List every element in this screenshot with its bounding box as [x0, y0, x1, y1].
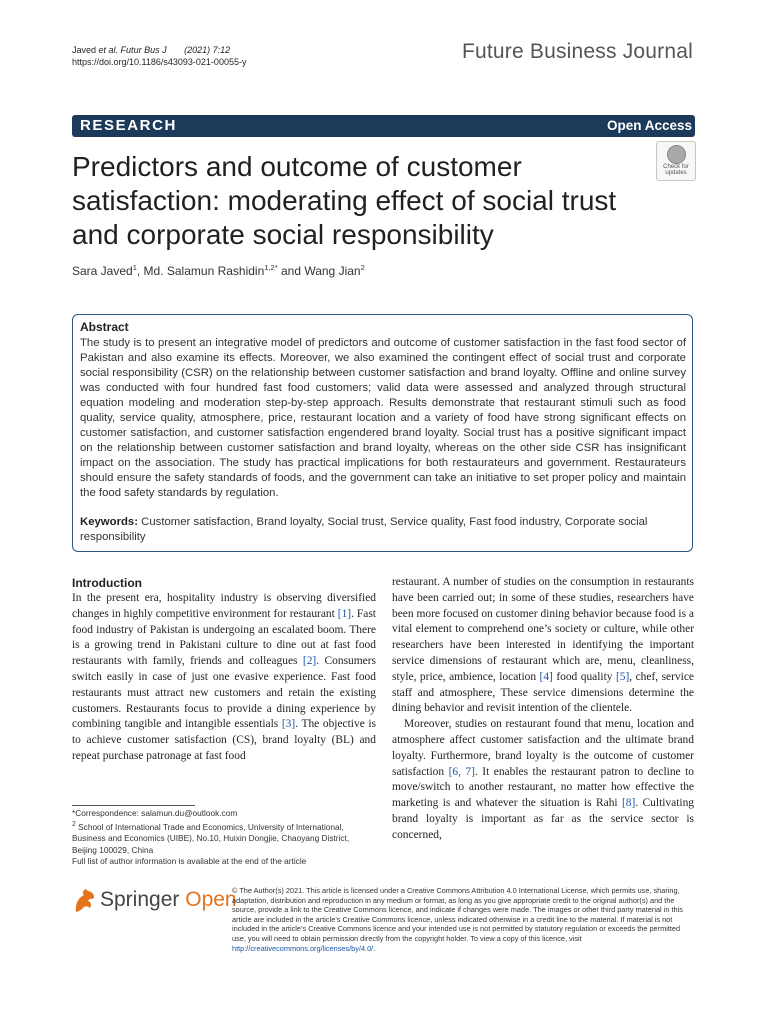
citation-author: Javed	[72, 45, 97, 55]
reference-link[interactable]: [3]	[281, 718, 296, 731]
keywords-list: Customer satisfaction, Brand loyalty, Social trust, Service quality, Fast food industry, Corporate social responsibility	[80, 516, 648, 543]
doi-link[interactable]: https://doi.org/10.1186/s43093-021-00055-y	[72, 57, 247, 67]
citation-year: (2021) 7:12	[184, 45, 231, 55]
publisher-logo	[100, 888, 237, 912]
body-paragraph: In the present era, hospitality industry is observing diversified changes in highly competitive environment for restaurant [1]. Fast food industry of Pakistan is undergoing an escalated boom. There is a growing trend in Pakistani culture to dine out at fast food restaurants with family, friends and colleagues [2]. Consumers switch easily in case of just one evasive experience. Fast food restaurants must attract new customers and retain the existing customers. Restaurants focus to provide a dining experience by combining tangible and intangible essentials [3]. The objective is to achieve customer satisfaction (CS), brand loyalty (BL) and repeat purchase patronage at fast food	[72, 592, 377, 762]
abstract-text: The study is to present an integrative model of predictors and outcome of customer satisfaction in the fast food sector of Pakistan and also examine its effects. Moreover, we also examined the contingent effect of social trust and corporate social responsibility (CSR) on the relationship between customer satisfaction and brand loyalty. Offline and online survey was conducted with four hundred fast food customers; valid data were assessed and analyzed through structural equation modeling and moderation step-by-step approach. Results demonstrate that restaurant stimuli such as food quality, service quality, atmosphere, price, restaurant location and a variety of food have strong significant effects on customer satisfaction, and customer satisfaction engendered brand loyalty. Social trust has a positive significant impact on the relationship between customer satisfaction and brand loyalty, whereas on the other side CSR has insignificant impact on the association. The study has practical implications for both restaurateurs and government. Restaurateurs should ensure the safety standards of foods, and the government can take an initiative to set proper policy and maintain the food safety standards by regulation.	[80, 337, 686, 499]
abstract-heading: Abstract	[80, 320, 129, 334]
publisher-name-springer: Springer	[100, 888, 180, 911]
check-badge-line1: Check for	[663, 164, 689, 170]
check-updates-icon	[667, 145, 686, 164]
reference-link[interactable]: [2]	[302, 655, 317, 668]
author-affiliation-mark: 1,2*	[264, 263, 278, 272]
footnote	[72, 808, 376, 867]
reference-link[interactable]: [4]	[539, 670, 553, 683]
correspondence-email: *Correspondence: salamun.du@outlook.com	[72, 808, 238, 818]
license-text: © The Author(s) 2021. This article is licensed under a Creative Commons Attribution 4.0 International License, which permits use, sharing, adaptation, distribution and reproduction in any medium or format, as long as you give appropriate credit to the original author(s) and the source, provide a link to the Creative Commons licence, and indicate if changes were made. The images or other third party material in this article are included in the article’s Creative Commons licence, unless indicated otherwise in a credit line to the material. If material is not included in the article’s Creative Commons licence and your intended use is not permitted by statutory regulation or exceeds the permitted use, you will need to obtain permission directly from the copyright holder. To view a copy of this licence, visit http://creativecommons.org/licenses/by/4.0/.	[232, 886, 683, 953]
keywords-label: Keywords:	[80, 516, 138, 528]
license-link[interactable]: http://creativecommons.org/licenses/by/4.0/	[232, 943, 374, 953]
citation-journal: et al. Futur Bus J	[98, 45, 167, 55]
springer-horse-icon	[72, 886, 98, 914]
section-label: RESEARCH	[80, 117, 177, 134]
body-paragraph: restaurant. A number of studies on the consumption in restaurants have been carried out; in some of these studies, researchers have been more focused on customer dining behavior because food is a vital element to comprehend one’s society or culture, while other researchers have been interested in identifying the important service dimensions of restaurant which are, menu, cleanliness, style, price, ambience, location [4] food quality [5], chef, service staff and atmosphere, These service dimensions determine the dining behavior and revisit intention of the clientele.	[392, 576, 694, 715]
keywords	[80, 515, 686, 545]
author-affiliation-mark: 1	[132, 263, 137, 272]
reference-link[interactable]: [1]	[337, 607, 352, 620]
body-paragraph: Moreover, studies on restaurant found that menu, location and atmosphere affect customer satisfaction and the ultimate brand loyalty. Furthermore, brand loyalty is the outcome of customer satisfaction [6, 7]. It enables the restaurant patron to decline to move/switch to another restaurant, no matter how effective the marketing is and whatever the situation is Rahi [8]. Cultivating brand loyalty is important as far as the service sector is concerned,	[392, 718, 695, 841]
author-name: , Md. Salamun Rashidin	[136, 264, 265, 278]
author-affiliation-mark: 2	[360, 263, 365, 272]
reference-link[interactable]: [8]	[621, 797, 636, 810]
author-info-note: Full list of author information is available at the end of the article	[72, 855, 307, 866]
affiliation: $^2$ School of International Trade and Economics, University of International, Business and Economics (UIBE), No.10, Huixin Dongjie, Chaoyang District, Beijing 100029, China	[72, 821, 350, 855]
author-list	[72, 263, 365, 278]
check-badge-line2: updates	[665, 170, 687, 176]
open-access-label: Open Access	[606, 118, 692, 133]
section-heading: Introduction	[72, 576, 142, 590]
reference-link[interactable]: [5]	[615, 670, 630, 683]
article-citation	[72, 44, 230, 56]
article-title: Predictors and outcome of customer satisfaction: moderating effect of social trust and corporate social responsibility	[72, 151, 617, 250]
publisher-name-open: Open	[185, 888, 237, 911]
author-name: Sara Javed	[72, 264, 133, 278]
body-column-right	[392, 575, 694, 844]
check-for-updates-badge[interactable]	[656, 141, 696, 181]
body-column-left	[72, 591, 376, 765]
footnote-divider	[72, 805, 195, 806]
journal-name: Future Business Journal	[461, 40, 693, 63]
author-name: and Wang Jian	[277, 264, 361, 278]
reference-link[interactable]: [6, 7]	[448, 765, 475, 778]
